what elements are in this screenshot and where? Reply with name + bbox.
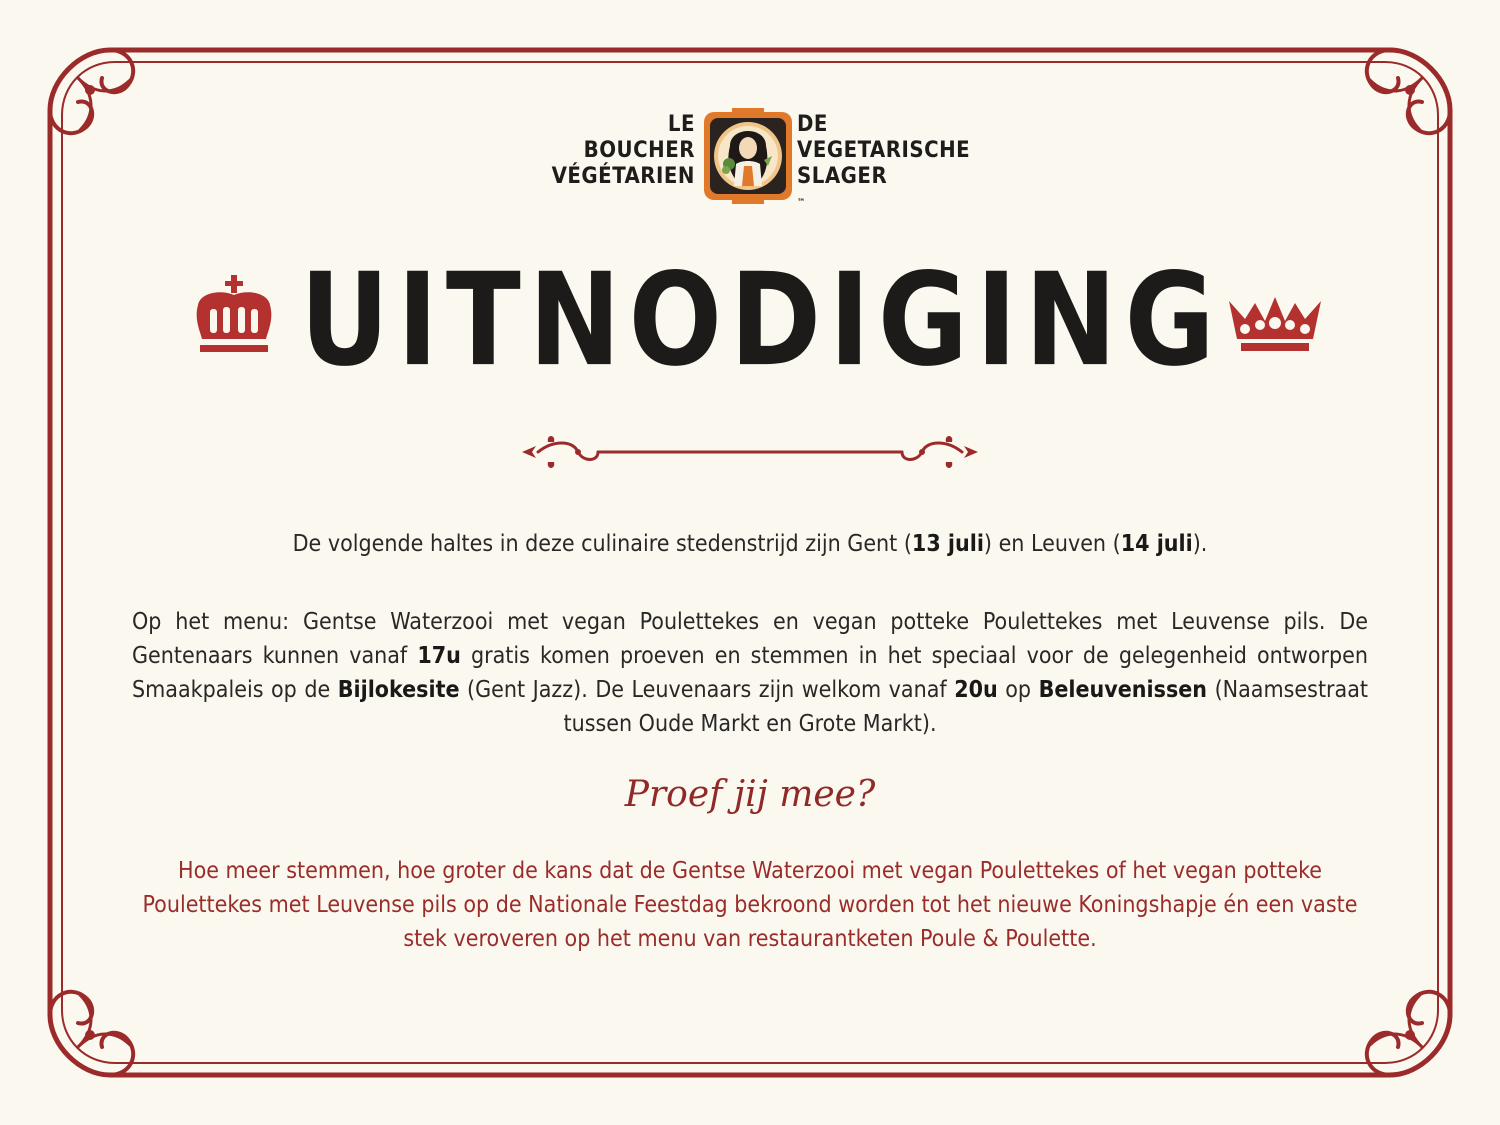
crown-right-icon — [1225, 295, 1325, 353]
closing-paragraph: Hoe meer stemmen, hoe groter de kans dat de Gentse Waterzooi met vegan Poulettekes of het vegan potteke Poulettekes met Leuvense pils op de Nationale Feestdag bekroond worden tot het nieuwe Koningshapje én een vaste stek veroveren op het menu van restaurantketen Poule & Poulette. — [142, 858, 1358, 952]
brand-logo — [540, 106, 980, 212]
ornamental-divider — [518, 432, 982, 472]
menu-paragraph: Op het menu: Gentse Waterzooi met vegan Poulettekes en vegan potteke Poulettekes met Leuvense pils. De Gentenaars kunnen vanaf 17u gratis komen proeven en stemmen in het speciaal voor de gelegenheid ontworpen Smaakpaleis op de Bijlokesite (Gent Jazz). De Leuvenaars zijn welkom vanaf 20u op Beleuvenissen (Naamsestraat tussen Oude Markt en Grote Markt). — [132, 609, 1369, 737]
crown-left-icon — [190, 275, 280, 357]
page-title: UITNODIGING — [300, 245, 1223, 395]
woman-with-vegetables-emblem-icon — [702, 106, 794, 206]
invitation-question: Proef jij mee? — [624, 774, 876, 815]
logo-text-dutch: DE VEGETARISCHE SLAGER ™ — [797, 112, 971, 208]
intro-paragraph: De volgende haltes in deze culinaire stedenstrijd zijn Gent (13 juli) en Leuven (14 juli). — [292, 531, 1208, 557]
logo-text-french: LE BOUCHER VÉGÉTARIEN — [551, 112, 695, 189]
